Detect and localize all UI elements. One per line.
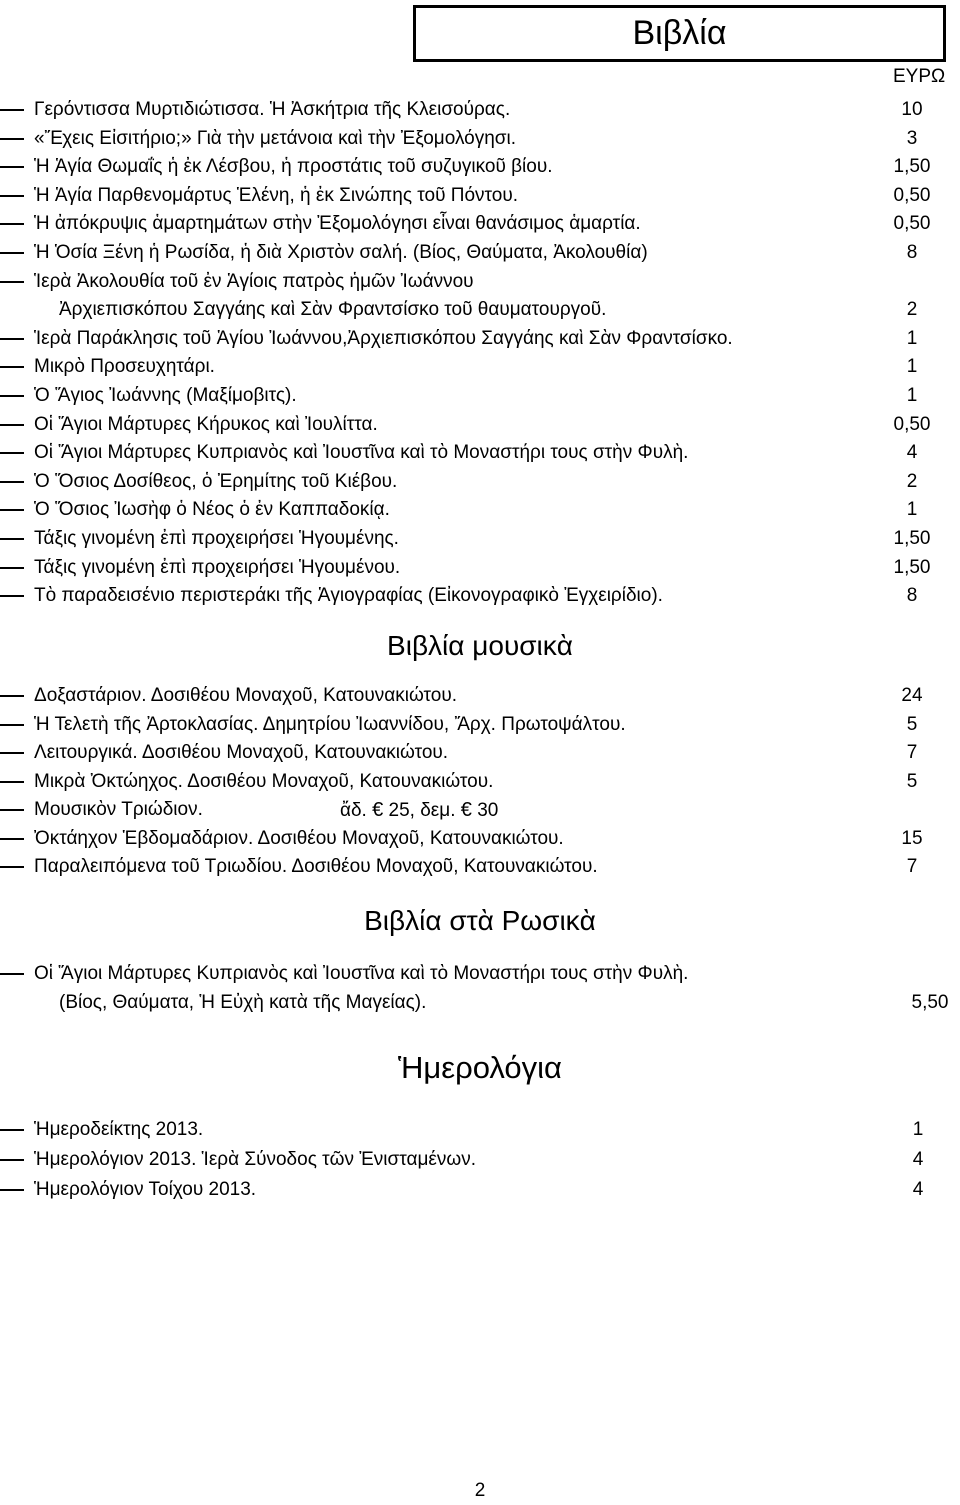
item-title: Ἡ Τελετὴ τῆς Ἀρτοκλασίας. Δημητρίου Ἰωαννίδου, Ἄρχ. Πρωτοψάλτου. bbox=[34, 713, 626, 735]
item-title: Ἀρχιεπισκόπου Σαγγάης καὶ Σὰν Φραντσίσκο τοῦ θαυματουργοῦ. bbox=[59, 299, 607, 321]
euro-icon: € bbox=[460, 799, 472, 821]
item-price: 1,50 bbox=[893, 528, 931, 549]
item-price: 15 bbox=[901, 827, 923, 849]
dash-bullet bbox=[0, 538, 24, 540]
item-title: «Ἔχεις Εἰσιτήριο;» Γιὰ τὴν μετάνοια καὶ τὴν Ἐξομολόγησι. bbox=[34, 127, 517, 149]
dash-bullet bbox=[0, 866, 24, 868]
triodion-prices bbox=[340, 796, 498, 825]
item-price: 8 bbox=[906, 585, 918, 607]
dash-bullet bbox=[0, 509, 24, 511]
item-price: 7 bbox=[906, 856, 918, 877]
dash-bullet bbox=[0, 595, 24, 597]
calendars-section-title: Ἡμερολόγια bbox=[398, 1050, 562, 1085]
list-item bbox=[0, 296, 960, 324]
item-title: Ἱερὰ Ἀκολουθία τοῦ ἐν Ἁγίοις πατρὸς ἡμῶν Ἰωάννου bbox=[34, 270, 474, 292]
dash-bullet bbox=[0, 781, 24, 783]
item-title: Μικρὰ Ὀκτώηχος. Δοσιθέου Μοναχοῦ, Κατουνακιώτου. bbox=[34, 770, 494, 792]
item-price: 1,50 bbox=[893, 556, 931, 578]
item-price: 2 bbox=[906, 299, 918, 321]
dash-bullet bbox=[0, 481, 24, 483]
dash-bullet bbox=[0, 695, 24, 697]
list-item bbox=[0, 825, 960, 853]
list-item bbox=[0, 239, 960, 267]
music-section-title: Βιβλία μουσικὰ bbox=[387, 630, 573, 661]
item-price: 1 bbox=[906, 327, 918, 349]
page-number: 2 bbox=[474, 1480, 486, 1501]
list-item bbox=[0, 268, 960, 296]
item-title: (Βίος, Θαύματα, Ἡ Εὐχὴ κατὰ τῆς Μαγείας). bbox=[59, 991, 427, 1013]
item-price: 1,50 bbox=[893, 156, 931, 178]
item-title: Οἱ Ἅγιοι Μάρτυρες Κήρυκος καὶ Ἰουλίττα. bbox=[34, 413, 378, 435]
list-item bbox=[0, 1116, 960, 1144]
item-price: 1 bbox=[912, 1119, 924, 1140]
list-item bbox=[0, 1146, 960, 1174]
item-title: Δοξαστάριον. Δοσιθέου Μοναχοῦ, Κατουνακιώτου. bbox=[34, 685, 457, 706]
list-item bbox=[0, 796, 960, 824]
dash-bullet bbox=[0, 424, 24, 426]
dash-bullet bbox=[0, 1129, 24, 1131]
hardcover-label: ἄδ. bbox=[340, 800, 367, 821]
dash-bullet bbox=[0, 281, 24, 283]
list-item bbox=[0, 125, 960, 153]
list-item bbox=[0, 153, 960, 181]
dash-bullet bbox=[0, 567, 24, 569]
currency-label: ΕΥΡΩ bbox=[893, 66, 946, 87]
list-item bbox=[0, 382, 960, 410]
item-price: 0,50 bbox=[893, 184, 931, 206]
item-title: Λειτουργικά. Δοσιθέου Μοναχοῦ, Κατουνακιώτου. bbox=[34, 742, 449, 763]
item-title: Ὁ Ἅγιος Ἰωάννης (Μαξίμοβιτς). bbox=[34, 385, 297, 406]
list-item bbox=[0, 711, 960, 739]
item-price: 2 bbox=[906, 470, 918, 492]
list-item bbox=[0, 411, 960, 439]
dash-bullet bbox=[0, 109, 24, 111]
item-price: 1 bbox=[906, 385, 918, 406]
item-price: 5 bbox=[906, 713, 918, 735]
item-price: 3 bbox=[906, 127, 918, 149]
item-price: 5 bbox=[906, 770, 918, 792]
list-item bbox=[0, 853, 960, 881]
dash-bullet bbox=[0, 252, 24, 254]
item-title: Μουσικὸν Τριώδιον. bbox=[34, 799, 203, 820]
item-title: Ἡ Ἁγία Παρθενομάρτυς Ἑλένη, ἡ ἐκ Σινώπης τοῦ Πόντου. bbox=[34, 184, 519, 206]
list-item bbox=[0, 1176, 960, 1204]
dash-bullet bbox=[0, 724, 24, 726]
item-price: 1 bbox=[906, 356, 918, 378]
item-title: Ὀκτάηχον Ἑβδομαδάριον. Δοσιθέου Μοναχοῦ, Κατουνακιώτου. bbox=[34, 827, 564, 849]
dash-bullet bbox=[0, 338, 24, 340]
item-title: Ὁ Ὅσιος Δοσίθεος, ὁ Ἐρημίτης τοῦ Κιέβου. bbox=[34, 470, 398, 492]
item-title: Ἱερὰ Παράκλησις τοῦ Ἁγίου Ἰωάννου,Ἀρχιεπισκόπου Σαγγάης καὶ Σὰν Φραντσίσκο. bbox=[34, 327, 733, 349]
item-price: 10 bbox=[901, 99, 923, 120]
item-title: Ἡμερολόγιον Τοίχου 2013. bbox=[34, 1179, 257, 1200]
item-price: 4 bbox=[912, 1179, 924, 1200]
item-price: 4 bbox=[912, 1149, 924, 1170]
list-item bbox=[0, 182, 960, 210]
list-item bbox=[0, 768, 960, 796]
dash-bullet bbox=[0, 809, 24, 811]
item-title: Ἡ ἀπόκρυψις ἁμαρτημάτων στὴν Ἐξομολόγησι εἶναι θανάσιμος ἁμαρτία. bbox=[34, 213, 641, 235]
page-title: Βιβλία bbox=[413, 5, 946, 62]
item-price: 0,50 bbox=[893, 413, 931, 435]
dash-bullet bbox=[0, 223, 24, 225]
list-item bbox=[0, 582, 960, 610]
item-title: Τάξις γινομένη ἐπὶ προχειρήσει Ἡγουμένου. bbox=[34, 556, 401, 578]
item-title: Ἡ Ἁγία Θωμαΐς ἡ ἐκ Λέσβου, ἡ προστάτις τοῦ συζυγικοῦ βίου. bbox=[34, 156, 553, 178]
item-price: 24 bbox=[901, 685, 923, 706]
dash-bullet bbox=[0, 366, 24, 368]
item-title: Ἡ Ὁσία Ξένη ἡ Ρωσίδα, ἡ διὰ Χριστὸν σαλή. (Βίος, Θαύματα, Ἀκολουθία) bbox=[34, 242, 648, 263]
euro-icon: € bbox=[372, 799, 384, 821]
item-title: Ἡμερολόγιον 2013. Ἱερὰ Σύνοδος τῶν Ἐνισταμένων. bbox=[34, 1149, 476, 1170]
dash-bullet bbox=[0, 752, 24, 754]
dash-bullet bbox=[0, 973, 24, 975]
dash-bullet bbox=[0, 395, 24, 397]
list-item bbox=[0, 96, 960, 124]
item-title: Μικρὸ Προσευχητάρι. bbox=[34, 356, 215, 378]
list-item bbox=[0, 325, 960, 353]
list-item bbox=[0, 525, 960, 553]
item-price: 7 bbox=[906, 742, 918, 763]
item-title: Ὁ Ὅσιος Ἰωσὴφ ὁ Νέος ὁ ἐν Καππαδοκίᾳ. bbox=[34, 499, 390, 521]
bound-price: 30 bbox=[477, 800, 499, 821]
list-item bbox=[0, 989, 960, 1017]
dash-bullet bbox=[0, 452, 24, 454]
item-title: Οἱ Ἅγιοι Μάρτυρες Κυπριανὸς καὶ Ἰουστῖνα καὶ τὸ Μοναστήρι τους στὴν Φυλὴ. bbox=[34, 442, 689, 464]
list-item bbox=[0, 496, 960, 524]
list-item bbox=[0, 739, 960, 767]
item-title: Γερόντισσα Μυρτιδιώτισσα. Ἡ Ἀσκήτρια τῆς Κλεισούρας. bbox=[34, 99, 511, 120]
dash-bullet bbox=[0, 166, 24, 168]
item-title: Ἡμεροδείκτης 2013. bbox=[34, 1119, 204, 1140]
dash-bullet bbox=[0, 1189, 24, 1191]
list-item bbox=[0, 554, 960, 582]
item-price: 1 bbox=[906, 499, 918, 521]
item-price: 0,50 bbox=[893, 213, 931, 235]
item-title: Οἱ Ἅγιοι Μάρτυρες Κυπριανὸς καὶ Ἰουστῖνα καὶ τὸ Μοναστήρι τους στὴν Φυλὴ. bbox=[34, 963, 689, 984]
item-title: Τὸ παραδεισένιο περιστεράκι τῆς Ἁγιογραφίας (Εἰκονογραφικὸ Ἐγχειρίδιο). bbox=[34, 585, 663, 607]
list-item bbox=[0, 353, 960, 381]
list-item bbox=[0, 960, 960, 988]
item-price: 8 bbox=[906, 242, 918, 263]
dash-bullet bbox=[0, 838, 24, 840]
dash-bullet bbox=[0, 1159, 24, 1161]
item-price: 4 bbox=[906, 442, 918, 464]
russian-section-title: Βιβλία στὰ Ρωσικὰ bbox=[364, 905, 596, 936]
list-item bbox=[0, 468, 960, 496]
hardcover-price: 25, δεμ. bbox=[388, 800, 456, 821]
dash-bullet bbox=[0, 138, 24, 140]
item-title: Τάξις γινομένη ἐπὶ προχειρήσει Ἡγουμένης. bbox=[34, 528, 399, 549]
list-item bbox=[0, 210, 960, 238]
dash-bullet bbox=[0, 195, 24, 197]
list-item bbox=[0, 682, 960, 710]
item-price: 5,50 bbox=[911, 991, 949, 1013]
item-title: Παραλειπόμενα τοῦ Τριωδίου. Δοσιθέου Μοναχοῦ, Κατουνακιώτου. bbox=[34, 856, 598, 877]
list-item bbox=[0, 439, 960, 467]
